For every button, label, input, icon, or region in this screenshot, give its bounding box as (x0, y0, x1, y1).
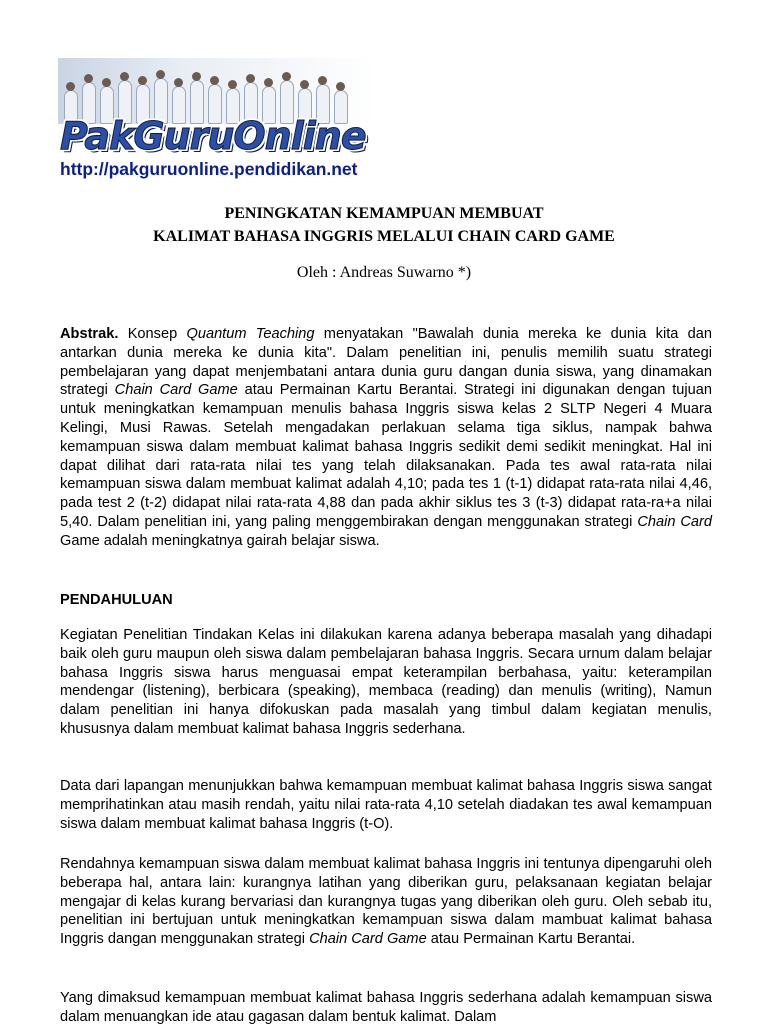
paragraph-4: Yang dimaksud kemampuan membuat kalimat bahasa Inggris sederhana adalah kemampuan siswa dalam menuangkan ide atau gagasan dalam bentuk kalimat. Dalam (60, 990, 712, 1025)
paragraph-2: Data dari lapangan menunjukkan bahwa kemampuan membuat kalimat bahasa Inggris siswa sangat memprihatinkan atau masih rendah, yaitu nilai rata-rata 4,10 setelah diadakan tes awal kemampuan siswa dalam membuat kalimat bahasa Inggris (t-O). (60, 778, 712, 832)
section-heading: PENDAHULUAN (60, 592, 173, 608)
article-author: Oleh : Andreas Suwarno *) (296, 264, 472, 281)
article-title-line-1: PENINGKATAN KEMAMPUAN MEMBUAT (224, 205, 544, 222)
site-url-link[interactable]: http://pakguruonline.pendidikan.net (60, 159, 358, 179)
paragraph-3: Rendahnya kemampuan siswa dalam membuat kalimat bahasa Inggris ini tentunya dipengaruhi oleh beberapa hal, antara lain: kurangnya latihan yang diberikan guru, pelaksanaan kegiatan belajar mengajar di kelas kurang bervariasi dan kurangnya tugas yang diberikan oleh guru. Oleh sebab itu, penelitian ini bertujuan untuk meningkatkan kemampuan siswa dalam mambuat kalimat bahasa Inggris dangan menggunakan strategi Chain Card Game atau Permainan Kartu Berantai. (60, 856, 712, 948)
article-title-line-2: KALIMAT BAHASA INGGRIS MELALUI CHAIN CARD GAME (153, 228, 615, 245)
site-logo (58, 58, 376, 168)
paragraph-1: Kegiatan Penelitian Tindakan Kelas ini dilakukan karena adanya beberapa masalah yang dihadapi baik oleh guru maupun oleh siswa dalam pembelajaran bahasa Inggris. Secara urnum dalam belajar bahasa Inggris siswa harus menguasai empat keterampilan berbahasa, yaitu: keterampilan mendengar (listening), berbicara (speaking), membaca (reading) dan menulis (writing), Namun dalam penelitian ini hanya difokuskan pada masalah yang timbul dalam kegiatan menulis, khususnya dalam membuat kalimat bahasa Inggris sederhana. (60, 627, 712, 737)
logo-wordmark: PakGuruOnline (60, 114, 366, 158)
abstract-paragraph: Abstrak. Konsep Quantum Teaching menyatakan "Bawalah dunia mereka ke dunia kita dan antarkan dunia mereka ke dunia kita". Dalam penelitian ini, penulis memilih suatu strategi pembelajaran yang dapat menjembatani antara dunia guru dangan dunia siswa, yang dinamakan strategi Chain Card Game atau Permainan Kartu Berantai. Strategi ini digunakan dengan tujuan untuk meningkatkan kemampuan menulis bahasa Inggris siswa kelas 2 SLTP Negeri 4 Muara Kelingi, Musi Rawas. Setelah mengadakan perlakuan selama tiga siklus, nampak bahwa kemampuan siswa dalam membuat kalimat bahasa Inggris sedikit demi sedikit meningkat. Hal ini dapat dilihat dari rata-rata nilai tes yang telah dilaksanakan. Pada tes awal rata-rata nilai kemampuan siswa dalam membuat kalimat adalah 4,10; pada tes 1 (t-1) didapat rata-rata nilai 4,46, pada test 2 (t-2) didapat nilai rata-rata 4,88 dan pada akhir siklus tes 3 (t-3) didapat rata-ra+a nilai 5,40. Dalam penelitian ini, yang paling menggembirakan dengan menggunakan strategi Chain Card Game adalah meningkatnya gairah belajar siswa. (60, 326, 713, 549)
abstract-label: Abstrak. (60, 326, 119, 342)
